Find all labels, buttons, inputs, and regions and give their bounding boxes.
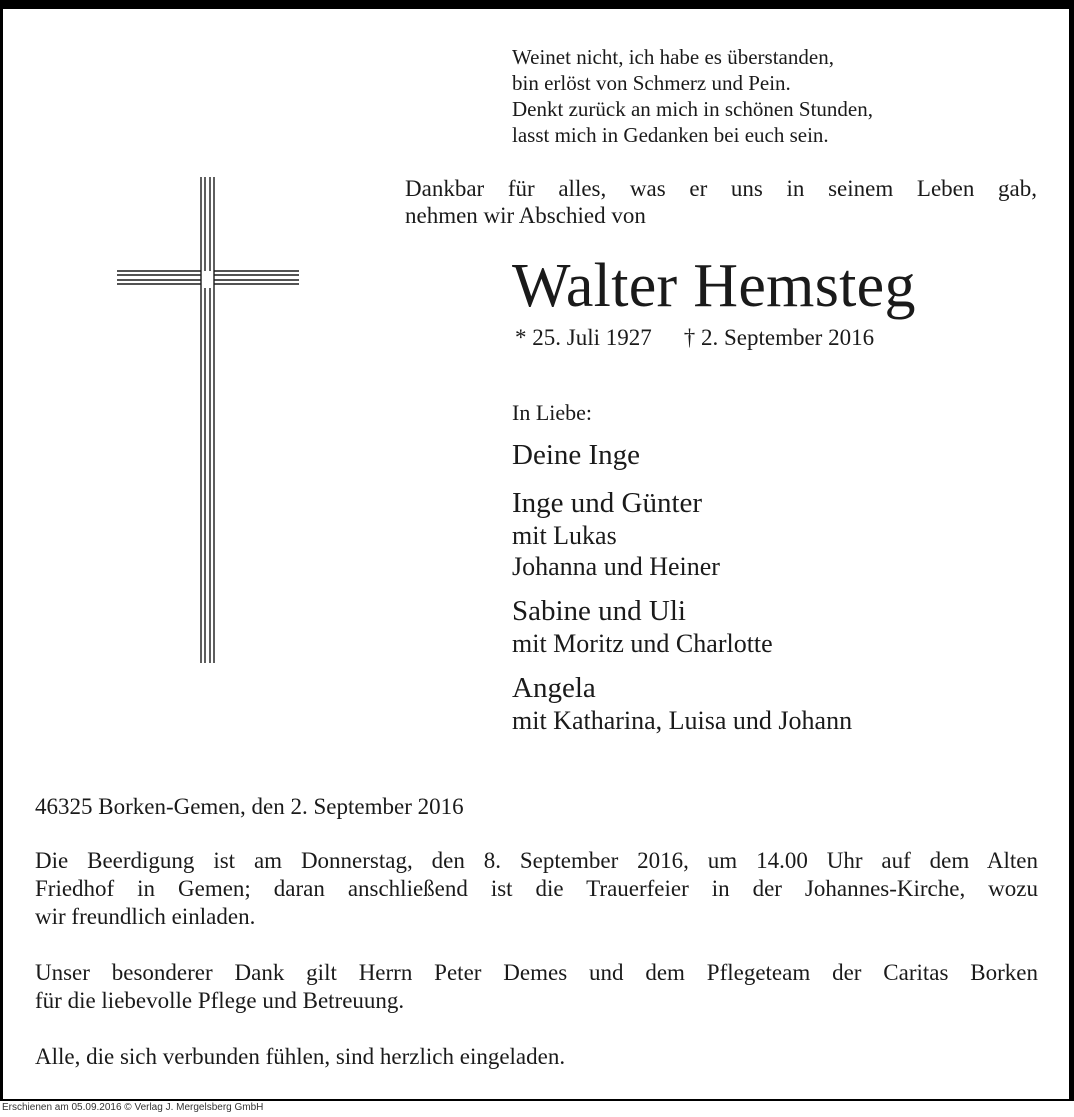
mourners-list	[512, 400, 852, 736]
funeral-paragraph	[35, 847, 1038, 931]
birth-date: * 25. Juli 1927	[515, 325, 652, 350]
funeral-line: Die Beerdigung ist am Donnerstag, den 8. September 2016, um 14.00 Uhr auf dem Alten	[35, 848, 1038, 873]
death-date: † 2. September 2016	[683, 325, 875, 350]
mourner-sub: mit Moritz und Charlotte	[512, 629, 773, 658]
thanks-paragraph	[35, 959, 1038, 1015]
deceased-name: Walter Hemsteg	[512, 252, 916, 320]
thanks-line: für die liebevolle Pflege und Betreuung.	[35, 988, 405, 1013]
invitation-line: Alle, die sich verbunden fühlen, sind herzlich eingeladen.	[35, 1044, 566, 1069]
poem	[512, 44, 873, 148]
publication-credit: Erschienen am 05.09.2016 © Verlag J. Mergelsberg GmbH	[2, 1102, 264, 1113]
mourner-name: Sabine und Uli	[512, 595, 686, 627]
thanks-line: Unser besonderer Dank gilt Herrn Peter Demes und dem Pflegeteam der Caritas Borken	[35, 960, 1038, 985]
mourner-name: Angela	[512, 672, 596, 704]
intro-line: nehmen wir Abschied von	[405, 203, 646, 228]
mourner-sub: mit Lukas	[512, 521, 617, 550]
mourner-sub: Johanna und Heiner	[512, 552, 720, 581]
cross-icon	[113, 177, 303, 663]
mourners-heading: In Liebe:	[512, 400, 593, 425]
mourner-name: Inge und Günter	[512, 487, 703, 519]
funeral-line: Friedhof in Gemen; daran anschließend ist die Trauerfeier in der Johannes-Kirche, wozu	[35, 876, 1038, 901]
poem-line: Denkt zurück an mich in schönen Stunden,	[512, 97, 873, 121]
place-date: 46325 Borken-Gemen, den 2. September 2016	[35, 794, 464, 819]
mourner-sub: mit Katharina, Luisa und Johann	[512, 706, 853, 735]
intro-text	[405, 175, 1037, 229]
life-dates	[515, 324, 874, 352]
invitation-paragraph	[35, 1043, 1038, 1071]
poem-line: lasst mich in Gedanken bei euch sein.	[512, 123, 829, 147]
poem-line: bin erlöst von Schmerz und Pein.	[512, 71, 791, 95]
poem-line: Weinet nicht, ich habe es überstanden,	[512, 45, 834, 69]
mourner-name: Deine Inge	[512, 439, 641, 471]
intro-line: Dankbar für alles, was er uns in seinem Leben gab,	[405, 176, 1037, 201]
funeral-line: wir freundlich einladen.	[35, 904, 256, 929]
